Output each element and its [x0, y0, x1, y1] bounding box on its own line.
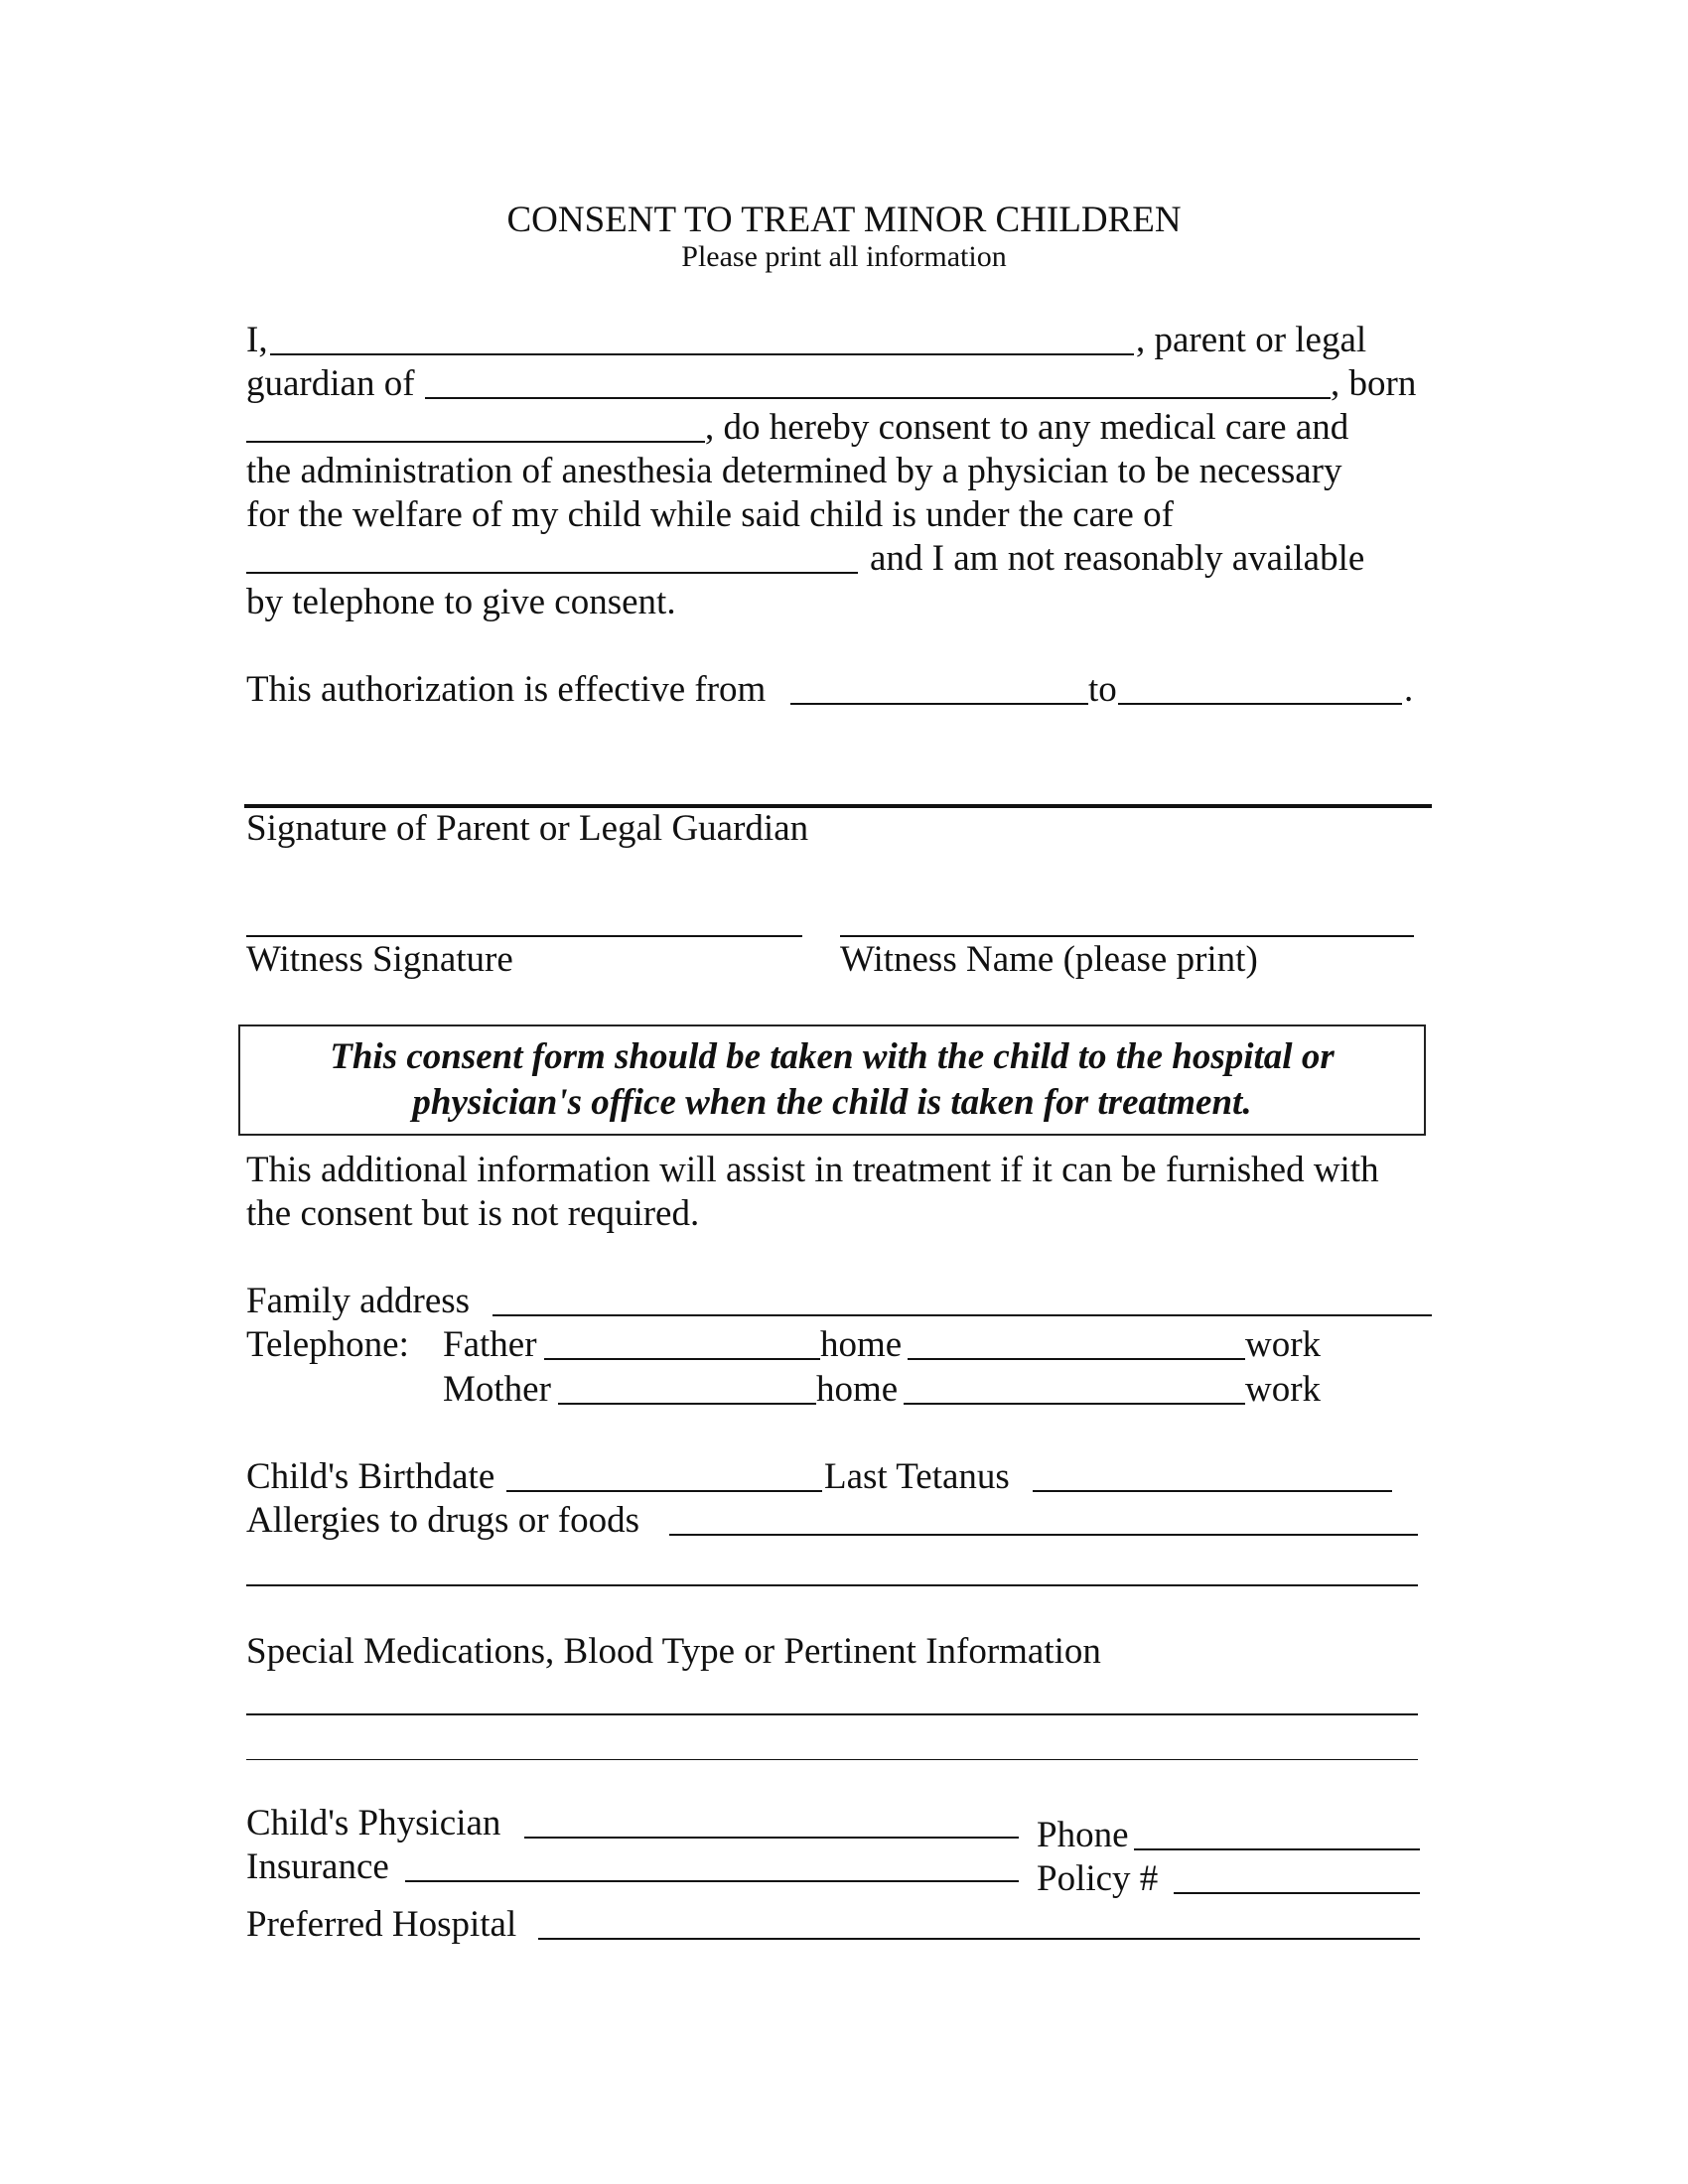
available-suffix: and I am not reasonably available [870, 538, 1365, 579]
father-home-label: home [820, 1324, 903, 1365]
allergies-label: Allergies to drugs or foods [246, 1500, 639, 1541]
witness-signature-line[interactable] [246, 935, 802, 937]
policy-label: Policy # [1037, 1858, 1159, 1899]
mother-label: Mother [443, 1369, 551, 1410]
authorization-prefix: This authorization is effective from [246, 669, 767, 710]
father-label: Father [443, 1324, 537, 1365]
parent-signature-label: Signature of Parent or Legal Guardian [246, 808, 809, 849]
telephone-label: Telephone: [246, 1324, 409, 1365]
authorization-to: to [1088, 669, 1117, 710]
child-birthdate-line[interactable] [506, 1490, 822, 1492]
insurance-line[interactable] [405, 1880, 1019, 1882]
parent-name-line[interactable] [270, 353, 1134, 355]
witness-name-label: Witness Name (please print) [840, 939, 1258, 980]
notice-line-2: physician's office when the child is taken for treatment. [412, 1082, 1252, 1123]
consent-suffix: , do hereby consent to any medical care and [705, 407, 1349, 448]
consent-line-5: for the welfare of my child while said child is under the care of [246, 494, 1174, 535]
father-work-label: work [1245, 1324, 1322, 1365]
guardian-prefix: guardian of [246, 363, 415, 404]
i-prefix: I, [246, 320, 268, 360]
policy-line[interactable] [1174, 1892, 1420, 1894]
last-tetanus-label: Last Tetanus [824, 1456, 1010, 1497]
mother-work-label: work [1245, 1369, 1322, 1410]
special-meds-label: Special Medications, Blood Type or Pertinent Information [246, 1631, 1101, 1672]
phone-line[interactable] [1134, 1848, 1420, 1850]
notice-box [238, 1024, 1426, 1136]
father-work-line[interactable] [908, 1358, 1245, 1360]
birthdate-label: Child's Birthdate [246, 1456, 495, 1497]
child-name-line[interactable] [425, 397, 1331, 399]
form-title: CONSENT TO TREAT MINOR CHILDREN [506, 200, 1182, 240]
hospital-line[interactable] [538, 1938, 1420, 1940]
consent-line-7: by telephone to give consent. [246, 582, 676, 622]
form-subtitle: Please print all information [681, 240, 1007, 273]
allergies-line-2[interactable] [246, 1584, 1418, 1586]
father-home-line[interactable] [544, 1358, 820, 1360]
mother-work-line[interactable] [904, 1403, 1245, 1405]
insurance-label: Insurance [246, 1846, 389, 1887]
additional-line-2: the consent but is not required. [246, 1193, 700, 1234]
family-address-line[interactable] [492, 1314, 1432, 1316]
additional-line-1: This additional information will assist in treatment if it can be furnished with [246, 1150, 1379, 1190]
special-meds-line-1[interactable] [246, 1713, 1418, 1715]
effective-to-line[interactable] [1118, 703, 1402, 705]
authorization-end: . [1404, 669, 1414, 710]
special-meds-line-2[interactable] [246, 1759, 1418, 1760]
mother-home-label: home [816, 1369, 899, 1410]
born-suffix: , born [1331, 363, 1417, 404]
parent-suffix: , parent or legal [1136, 320, 1367, 360]
witness-signature-label: Witness Signature [246, 939, 513, 980]
allergies-line[interactable] [669, 1534, 1418, 1536]
family-address-label: Family address [246, 1281, 471, 1321]
hospital-label: Preferred Hospital [246, 1904, 517, 1945]
notice-line-1: This consent form should be taken with the child to the hospital or [330, 1036, 1335, 1077]
consent-line-4: the administration of anesthesia determined by a physician to be necessary [246, 451, 1342, 491]
effective-from-line[interactable] [790, 703, 1088, 705]
physician-label: Child's Physician [246, 1803, 501, 1843]
last-tetanus-line[interactable] [1033, 1490, 1392, 1492]
physician-line[interactable] [524, 1837, 1019, 1839]
birthdate-line[interactable] [246, 441, 705, 443]
witness-name-line[interactable] [840, 935, 1414, 937]
caregiver-line[interactable] [246, 572, 858, 574]
mother-home-line[interactable] [558, 1403, 816, 1405]
phone-label: Phone [1037, 1815, 1129, 1855]
